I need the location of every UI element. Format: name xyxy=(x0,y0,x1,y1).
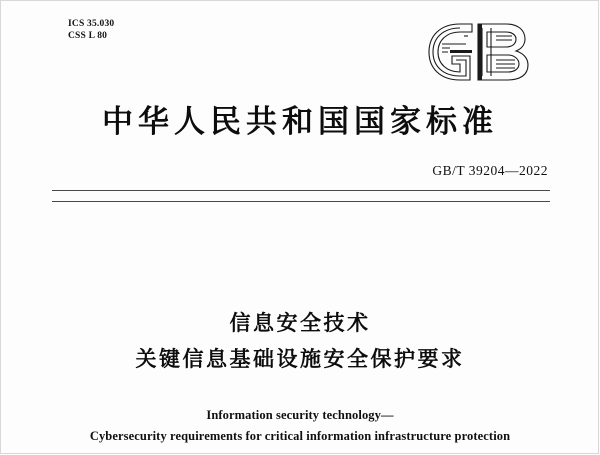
english-subject-title xyxy=(0,405,600,447)
gb-emblem-icon xyxy=(420,18,540,86)
english-title-line-1: Information security technology— xyxy=(206,408,394,422)
divider-bottom xyxy=(52,201,550,202)
chinese-subject-title xyxy=(0,305,600,377)
standard-number: GB/T 39204—2022 xyxy=(432,163,548,178)
chinese-title-line-2: 关键信息基础设施安全保护要求 xyxy=(135,346,465,371)
english-title-line-2: Cybersecurity requirements for critical information infrastructure protection xyxy=(89,429,511,443)
chinese-title-line-1: 信息安全技术 xyxy=(229,310,371,335)
divider-top xyxy=(52,190,550,191)
page-title: 中华人民共和国国家标准 xyxy=(102,104,498,140)
classification-codes xyxy=(68,18,114,42)
ccs-code: CSS L 80 xyxy=(68,31,108,41)
ics-code: ICS 35.030 xyxy=(68,19,115,29)
